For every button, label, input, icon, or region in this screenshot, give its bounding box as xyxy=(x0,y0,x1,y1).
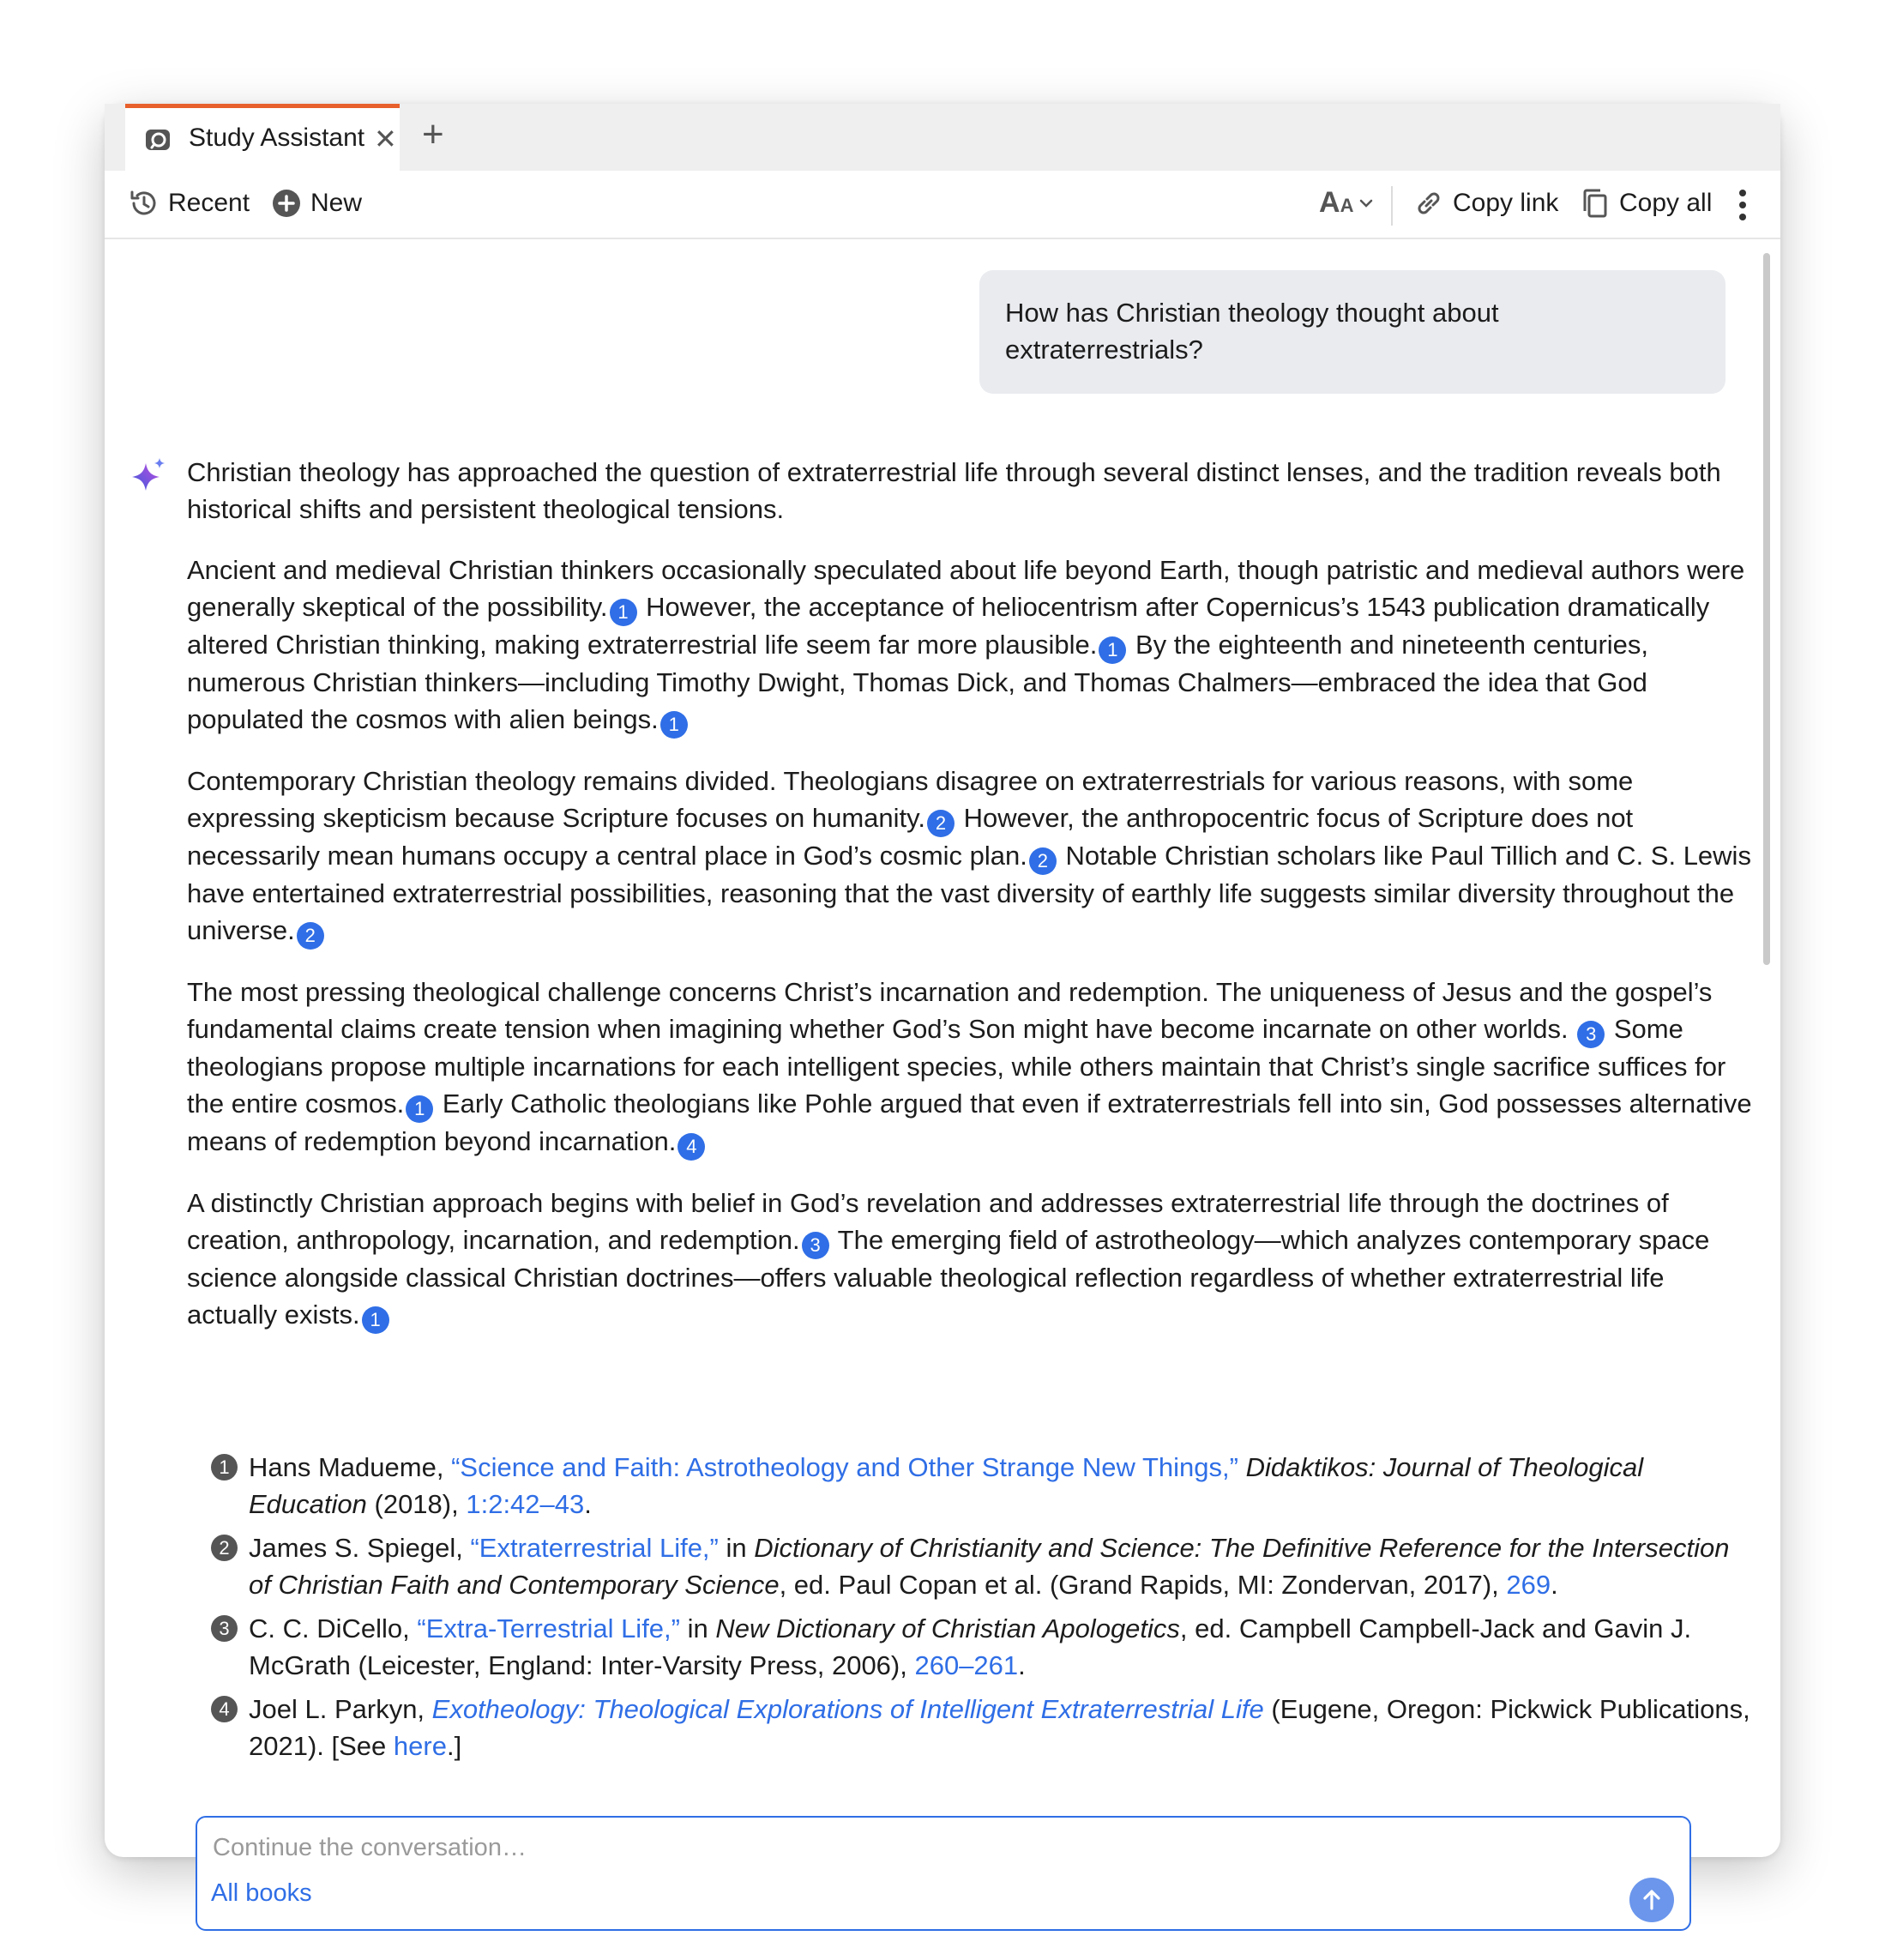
reference-title-link[interactable]: “Extraterrestrial Life,” xyxy=(470,1533,719,1563)
reference-text: . xyxy=(1018,1650,1026,1680)
citation-badge[interactable]: 1 xyxy=(610,599,637,626)
reference-text: , ed. Campbell Campbell-Jack and Gavin J. McGrath (Leicester, England: Inter-Varsity Press, 2006), xyxy=(249,1613,1692,1680)
citation-badge[interactable]: 2 xyxy=(927,810,955,837)
answer-paragraph-approach xyxy=(187,1185,1756,1334)
answer-text: The emerging field of astrotheology—which analyzes contemporary space science alongside classical Christian doctrines—offers valuable theological reflection regardless of whether extraterrestrial life actually exists. xyxy=(187,1225,1710,1330)
answer-text: A distinctly Christian approach begins with belief in God’s revelation and addresses extraterrestrial life through the doctrines of creation, anthropology, incarnation, and redemption. xyxy=(187,1188,1669,1255)
citation-badge[interactable]: 1 xyxy=(660,711,688,739)
copy-link-button[interactable] xyxy=(1413,188,1558,219)
new-button[interactable] xyxy=(271,188,362,219)
citation-badge[interactable]: 4 xyxy=(678,1133,705,1161)
reference-text: (Eugene, Oregon: Pickwick Publications, 2021). [See xyxy=(249,1694,1750,1761)
answer-text: By the eighteenth and nineteenth centuries, numerous Christian thinkers—including Timothy Dwight, Thomas Dick, and Thomas Chalmers—embraced the idea that God populated the cosmos with alien beings. xyxy=(187,630,1649,734)
reference-text xyxy=(1238,1452,1246,1482)
new-label: New xyxy=(310,189,363,217)
study-assistant-icon xyxy=(144,126,173,155)
reference-title-link[interactable]: “Science and Faith: Astrotheology and Other Strange New Things,” xyxy=(451,1452,1238,1482)
message-composer xyxy=(196,1816,1691,1931)
answer-paragraph-contemporary xyxy=(187,763,1756,950)
copy-all-label: Copy all xyxy=(1619,189,1713,217)
reference-text: . xyxy=(584,1489,592,1519)
reference-item xyxy=(211,1610,1755,1684)
reference-work: New Dictionary of Christian Apologetics xyxy=(715,1613,1180,1643)
reference-item xyxy=(211,1449,1755,1523)
arrow-up-icon xyxy=(1639,1887,1665,1913)
answer-text: However, the anthropocentric focus of Scripture does not necessarily mean humans occupy a central place in God’s cosmic plan. xyxy=(187,803,1634,871)
recent-label: Recent xyxy=(168,189,250,217)
answer-intro: Christian theology has approached the question of extraterrestrial life through several distinct lenses, and the tradition reveals both historical shifts and persistent theological tensions. xyxy=(187,457,1721,524)
citation-badge[interactable]: 1 xyxy=(362,1306,389,1334)
answer-text: Ancient and medieval Christian thinkers occasionally speculated about life beyond Earth, though patristic and medieval authors were generally skeptical of the possibility. xyxy=(187,555,1745,622)
reference-work: Dictionary of Christianity and Science: The Definitive Reference for the Intersection of Christian Faith and Contemporary Science xyxy=(249,1533,1730,1600)
scope-selector[interactable]: All books xyxy=(211,1879,312,1907)
answer-text: The most pressing theological challenge concerns Christ’s incarnation and redemption. The uniqueness of Jesus and the gospel’s fundamental claims create tension when imagining whether God’s Son might have become incarnate on other worlds. xyxy=(187,977,1713,1044)
toolbar-divider xyxy=(1391,186,1393,226)
recent-button[interactable] xyxy=(129,188,250,219)
tab-strip xyxy=(105,104,1780,171)
reference-page-link[interactable]: 260–261 xyxy=(914,1650,1019,1680)
reference-number: 1 xyxy=(211,1454,238,1481)
font-size-button[interactable] xyxy=(1319,186,1382,220)
toolbar xyxy=(105,171,1780,239)
answer-paragraph-history xyxy=(187,552,1756,739)
reference-work: Didaktikos: Journal of Theological Education xyxy=(249,1452,1644,1519)
answer-text: Contemporary Christian theology remains divided. Theologians disagree on extraterrestrials for various reasons, with some expressing skepticism because Scripture focuses on humanity. xyxy=(187,766,1634,833)
close-tab-icon[interactable]: ✕ xyxy=(374,124,397,154)
citation-badge[interactable]: 2 xyxy=(1029,847,1057,875)
reference-number: 4 xyxy=(211,1696,238,1722)
add-tab-icon[interactable]: + xyxy=(422,113,444,155)
citation-badge[interactable]: 2 xyxy=(297,922,324,950)
assistant-answer xyxy=(187,454,1756,1358)
citation-badge[interactable]: 3 xyxy=(1577,1021,1605,1048)
reference-text: in xyxy=(679,1613,716,1643)
citation-badge[interactable]: 1 xyxy=(406,1095,433,1123)
reference-list xyxy=(211,1449,1755,1771)
tab-study-assistant[interactable] xyxy=(125,104,400,171)
reference-page-link[interactable]: 1:2:42–43 xyxy=(466,1489,585,1519)
plus-circle-icon xyxy=(271,188,302,219)
reference-page-link[interactable]: 269 xyxy=(1506,1570,1551,1600)
message-input[interactable] xyxy=(211,1828,1587,1867)
reference-text: , ed. Paul Copan et al. (Grand Rapids, MI: Zondervan, 2017), xyxy=(779,1570,1507,1600)
copy-link-label: Copy link xyxy=(1453,189,1559,217)
answer-text: However, the acceptance of heliocentrism after Copernicus’s 1543 publication dramatically altered Christian thinking, making extraterrestrial life seem far more plausible. xyxy=(187,592,1710,660)
link-icon xyxy=(1413,188,1444,219)
chevron-down-icon xyxy=(1358,196,1374,211)
user-message: How has Christian theology thought about extraterrestrials? xyxy=(979,270,1725,394)
reference-author: James S. Spiegel, xyxy=(249,1533,471,1563)
font-size-icon: AA xyxy=(1319,186,1354,219)
answer-text: Some theologians propose multiple incarnations for each intelligent species, while others maintain that Christ’s single sacrifice suffices for the entire cosmos. xyxy=(187,1014,1726,1119)
citation-badge[interactable]: 3 xyxy=(802,1232,829,1259)
ai-sparkle-icon xyxy=(130,456,168,494)
copy-all-button[interactable] xyxy=(1580,188,1712,219)
tab-title: Study Assistant xyxy=(189,124,365,152)
copy-icon xyxy=(1580,188,1611,219)
reference-title-link[interactable]: Exotheology: Theological Explorations of Intelligent Extraterrestrial Life xyxy=(431,1694,1264,1724)
answer-text: Early Catholic theologians like Pohle argued that even if extraterrestrials fell into sin, God possesses alternative means of redemption beyond incarnation. xyxy=(187,1089,1752,1156)
reference-title-link[interactable]: “Extra-Terrestrial Life,” xyxy=(417,1613,680,1643)
conversation-area[interactable] xyxy=(105,239,1780,1907)
reference-text: in xyxy=(718,1533,755,1563)
reference-here-link[interactable]: here xyxy=(393,1731,447,1761)
more-options-icon[interactable] xyxy=(1734,186,1751,224)
reference-number: 3 xyxy=(211,1615,238,1642)
answer-paragraph-incarnation xyxy=(187,974,1756,1161)
study-assistant-window xyxy=(105,104,1780,1907)
reference-author: C. C. DiCello, xyxy=(249,1613,418,1643)
scrollbar[interactable] xyxy=(1763,253,1770,965)
citation-badge[interactable]: 1 xyxy=(1099,636,1126,664)
reference-number: 2 xyxy=(211,1535,238,1561)
send-button[interactable] xyxy=(1629,1878,1674,1922)
reference-item xyxy=(211,1529,1755,1603)
reference-item xyxy=(211,1691,1755,1764)
reference-author: Joel L. Parkyn, xyxy=(249,1694,432,1724)
history-icon xyxy=(129,188,160,219)
reference-text: . xyxy=(1551,1570,1558,1600)
reference-text: .] xyxy=(446,1731,462,1761)
reference-author: Hans Madueme, xyxy=(249,1452,452,1482)
reference-text: (2018), xyxy=(366,1489,467,1519)
answer-text: Notable Christian scholars like Paul Tillich and C. S. Lewis have entertained extraterrestrial possibilities, reasoning that the vast diversity of earthly life suggests similar diversity throughout the universe. xyxy=(187,841,1751,945)
